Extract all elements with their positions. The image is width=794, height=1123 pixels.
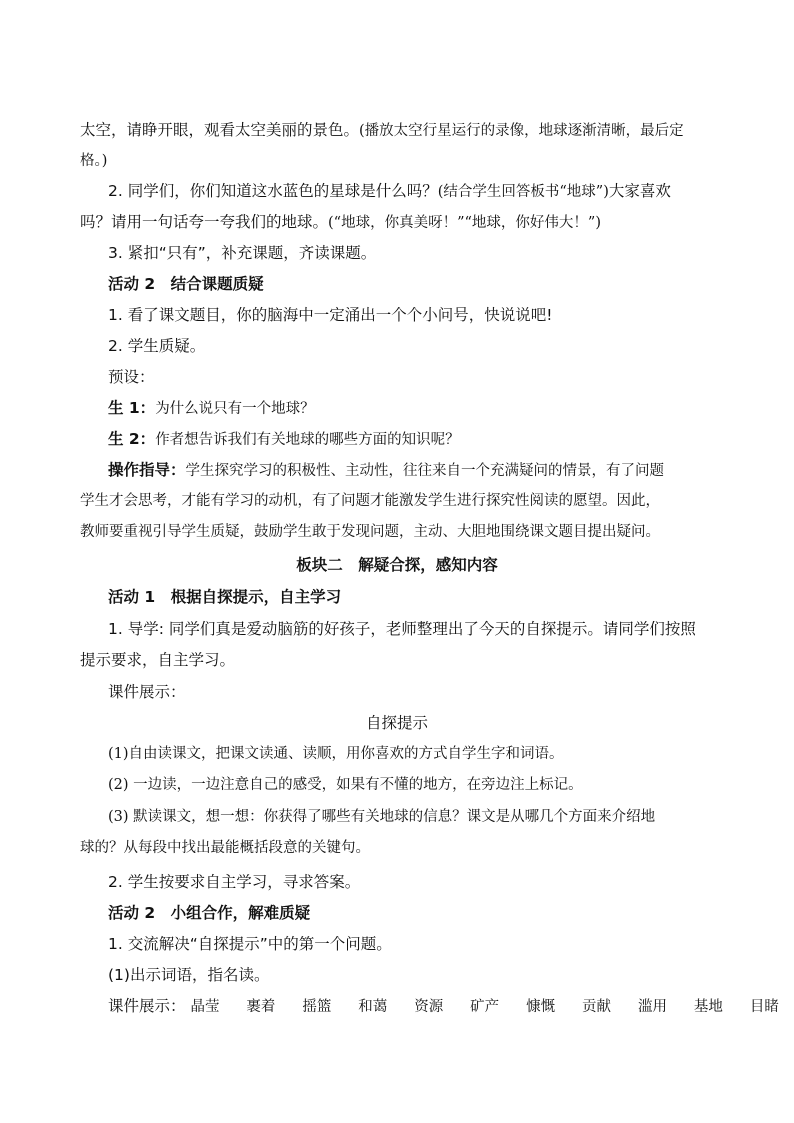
paragraph-line — [108, 179, 748, 204]
vocab-line — [108, 994, 779, 1019]
box-title: 自探提示 — [365, 714, 428, 732]
paragraph-line: (1)出示词语，指名读。 — [108, 966, 270, 984]
text-span: 作者想告诉我们有关地球的哪些方面的知识呢？ — [155, 432, 460, 448]
vocab-word: 慷慨 — [526, 999, 556, 1015]
paragraph-line: 1. 导学: 同学们真是爱动脑筋的好孩子，老师整理出了今天的自探提示。请同学们按照 — [108, 620, 696, 638]
vocab-word: 基地 — [693, 999, 723, 1015]
paragraph-line — [80, 118, 720, 143]
paragraph-line: 教师要重视引导学生质疑，鼓励学生敢于发现问题，主动、大胆地围绕课文题目提出疑问。 — [80, 524, 660, 540]
activity-heading: 活动 2 小组合作，解难质疑 — [108, 904, 311, 922]
paragraph-line — [108, 458, 748, 483]
paragraph-line — [80, 210, 720, 235]
guidance-label: 操作指导： — [108, 461, 186, 479]
paragraph-line — [108, 427, 748, 452]
note-span: (结合学生回答板书“地球”) — [437, 184, 609, 200]
vocab-word: 资源 — [414, 999, 444, 1015]
text-span: 2. 同学们，你们知道这水蓝色的星球是什么吗？ — [108, 182, 438, 200]
paragraph-line: 1. 看了课文题目，你的脑海中一定涌出一个个小问号，快说说吧! — [108, 306, 553, 324]
paragraph-line: 提示要求，自主学习。 — [80, 651, 236, 669]
note-span: (“地球，你真美呀！”“地球，你好伟大！”) — [328, 215, 601, 231]
vocab-word: 目睹 — [749, 999, 779, 1015]
text-span: 为什么说只有一个地球？ — [155, 401, 315, 417]
paragraph-line: 课件展示： — [108, 683, 186, 701]
text-span: 大家喜欢 — [608, 182, 671, 200]
paragraph-line: (3) 默读课文，想一想：你获得了哪些有关地球的信息？课文是从哪几个方面来介绍地 — [108, 809, 656, 825]
vocab-word: 和蔼 — [358, 999, 388, 1015]
student-label: 生 1： — [108, 399, 156, 417]
vocab-word: 滥用 — [637, 999, 667, 1015]
paragraph-line: 2. 学生质疑。 — [108, 337, 206, 355]
vocab-word: 贡献 — [582, 999, 612, 1015]
courseware-label: 课件展示： — [108, 997, 186, 1015]
activity-heading: 活动 2 结合课题质疑 — [108, 275, 264, 293]
paragraph-line: 学生才会思考，才能有学习的动机，有了问题才能激发学生进行探究性阅读的愿望。因此， — [80, 493, 660, 509]
paragraph-line: 2. 学生按要求自主学习，寻求答案。 — [108, 873, 361, 891]
section-heading: 板块二 解疑合探，感知内容 — [296, 556, 498, 574]
paragraph-line: (2) 一边读，一边注意自己的感受，如果有不懂的地方，在旁边注上标记。 — [108, 777, 583, 793]
paragraph-line: 格。) — [80, 153, 108, 169]
paragraph-line: 预设： — [108, 368, 155, 386]
text-span: 学生探究学习的积极性、主动性，往往来自一个充满疑问的情景，有了问题 — [185, 463, 665, 479]
paragraph-line: 1. 交流解决“自探提示”中的第一个问题。 — [108, 935, 392, 953]
note-span: (播放太空行星运行的录像，地球逐渐清晰，最后定 — [359, 123, 684, 139]
paragraph-line: 球的？从每段中找出最能概括段意的关键句。 — [80, 840, 370, 856]
vocab-word: 晶莹 — [190, 999, 220, 1015]
vocab-word: 摇篮 — [302, 999, 332, 1015]
text-span: 太空，请睁开眼，观看太空美丽的景色。 — [80, 121, 360, 139]
student-label: 生 2： — [108, 430, 156, 448]
vocab-word: 裹着 — [246, 999, 276, 1015]
paragraph-line: 3. 紧扣“只有”，补充课题，齐读课题。 — [108, 244, 377, 262]
text-span: 吗？请用一句话夸一夸我们的地球。 — [80, 213, 329, 231]
paragraph-line — [108, 396, 748, 421]
paragraph-line: (1)自由读课文，把课文读通、读顺，用你喜欢的方式自学生字和词语。 — [108, 746, 564, 762]
activity-heading: 活动 1 根据自探提示，自主学习 — [108, 588, 342, 606]
vocab-word: 矿产 — [470, 999, 500, 1015]
